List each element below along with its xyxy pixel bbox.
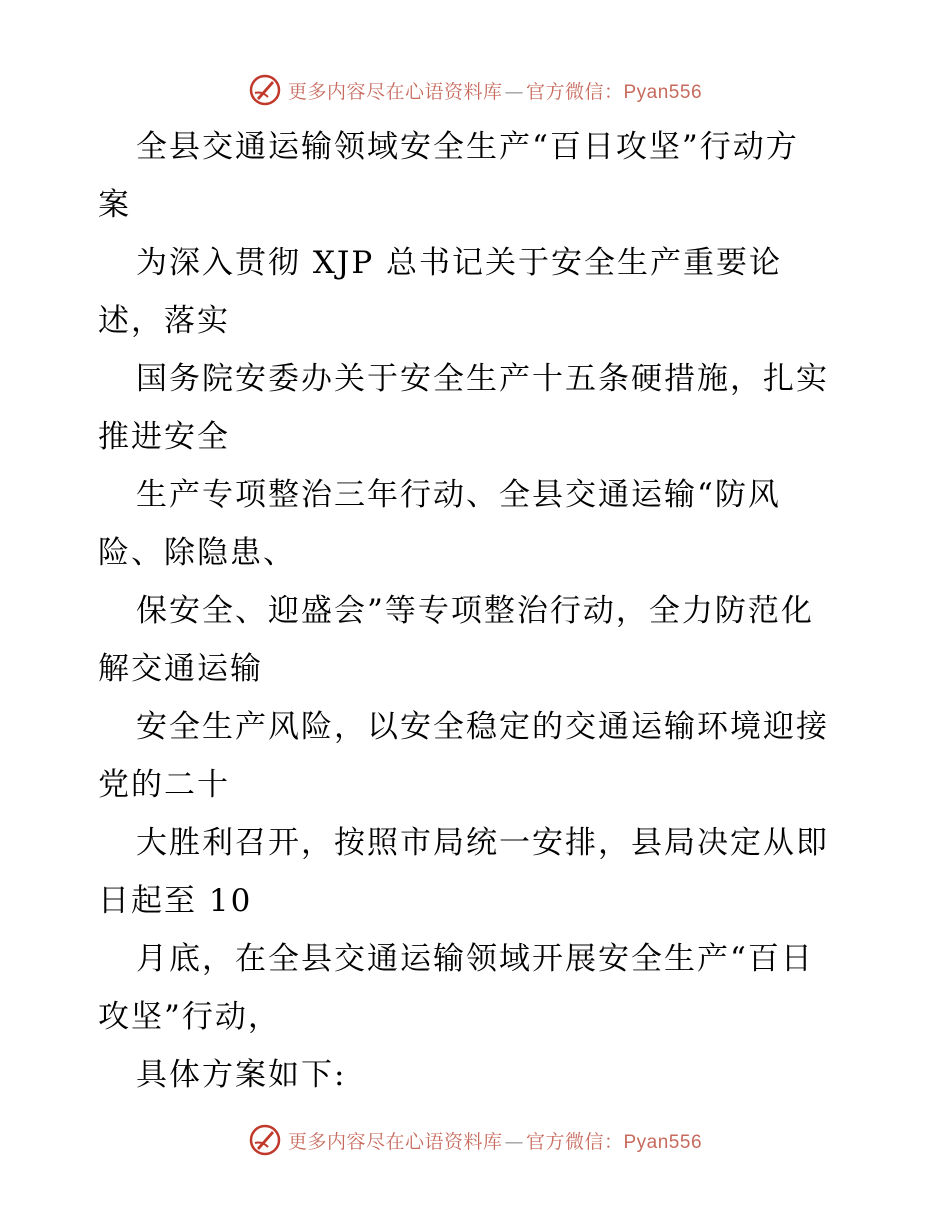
doc-line: 推进安全 — [98, 419, 230, 455]
doc-line: 攻坚”行动， — [98, 999, 281, 1035]
doc-line: 案 — [98, 187, 131, 223]
header-watermark — [0, 70, 950, 110]
doc-line: 解交通运输 — [98, 651, 263, 687]
doc-line: 大胜利召开，按照市局统一安排，县局决定从即 — [136, 825, 829, 861]
doc-line: 党的二十 — [98, 767, 230, 803]
quill-logo-icon — [248, 73, 282, 107]
doc-line: 保安全、迎盛会”等专项整治行动，全力防范化 — [136, 593, 814, 629]
doc-line: 险、除隐患、 — [98, 535, 296, 571]
watermark-text: 更多内容尽在心语资料库 — 官方微信：Pyan556 — [287, 1130, 703, 1153]
doc-line: 安全生产风险，以安全稳定的交通运输环境迎接 — [136, 709, 829, 745]
doc-line: 日起至 10 — [98, 883, 253, 919]
doc-line: 国务院安委办关于安全生产十五条硬措施，扎实 — [136, 361, 829, 397]
quill-logo-icon — [248, 1123, 282, 1157]
footer-watermark — [0, 1120, 950, 1160]
document-body — [98, 118, 858, 1104]
doc-line: 生产专项整治三年行动、全县交通运输“防风 — [136, 477, 781, 513]
doc-line: 月底，在全县交通运输领域开展安全生产“百日 — [136, 941, 814, 977]
watermark-text: 更多内容尽在心语资料库 — 官方微信：Pyan556 — [287, 80, 703, 103]
doc-line: 全县交通运输领域安全生产“百日攻坚”行动方 — [136, 129, 799, 165]
doc-line: 具体方案如下: — [136, 1057, 347, 1093]
doc-line: 述，落实 — [98, 303, 230, 339]
doc-line: 为深入贯彻 XJP 总书记关于安全生产重要论 — [136, 245, 783, 281]
